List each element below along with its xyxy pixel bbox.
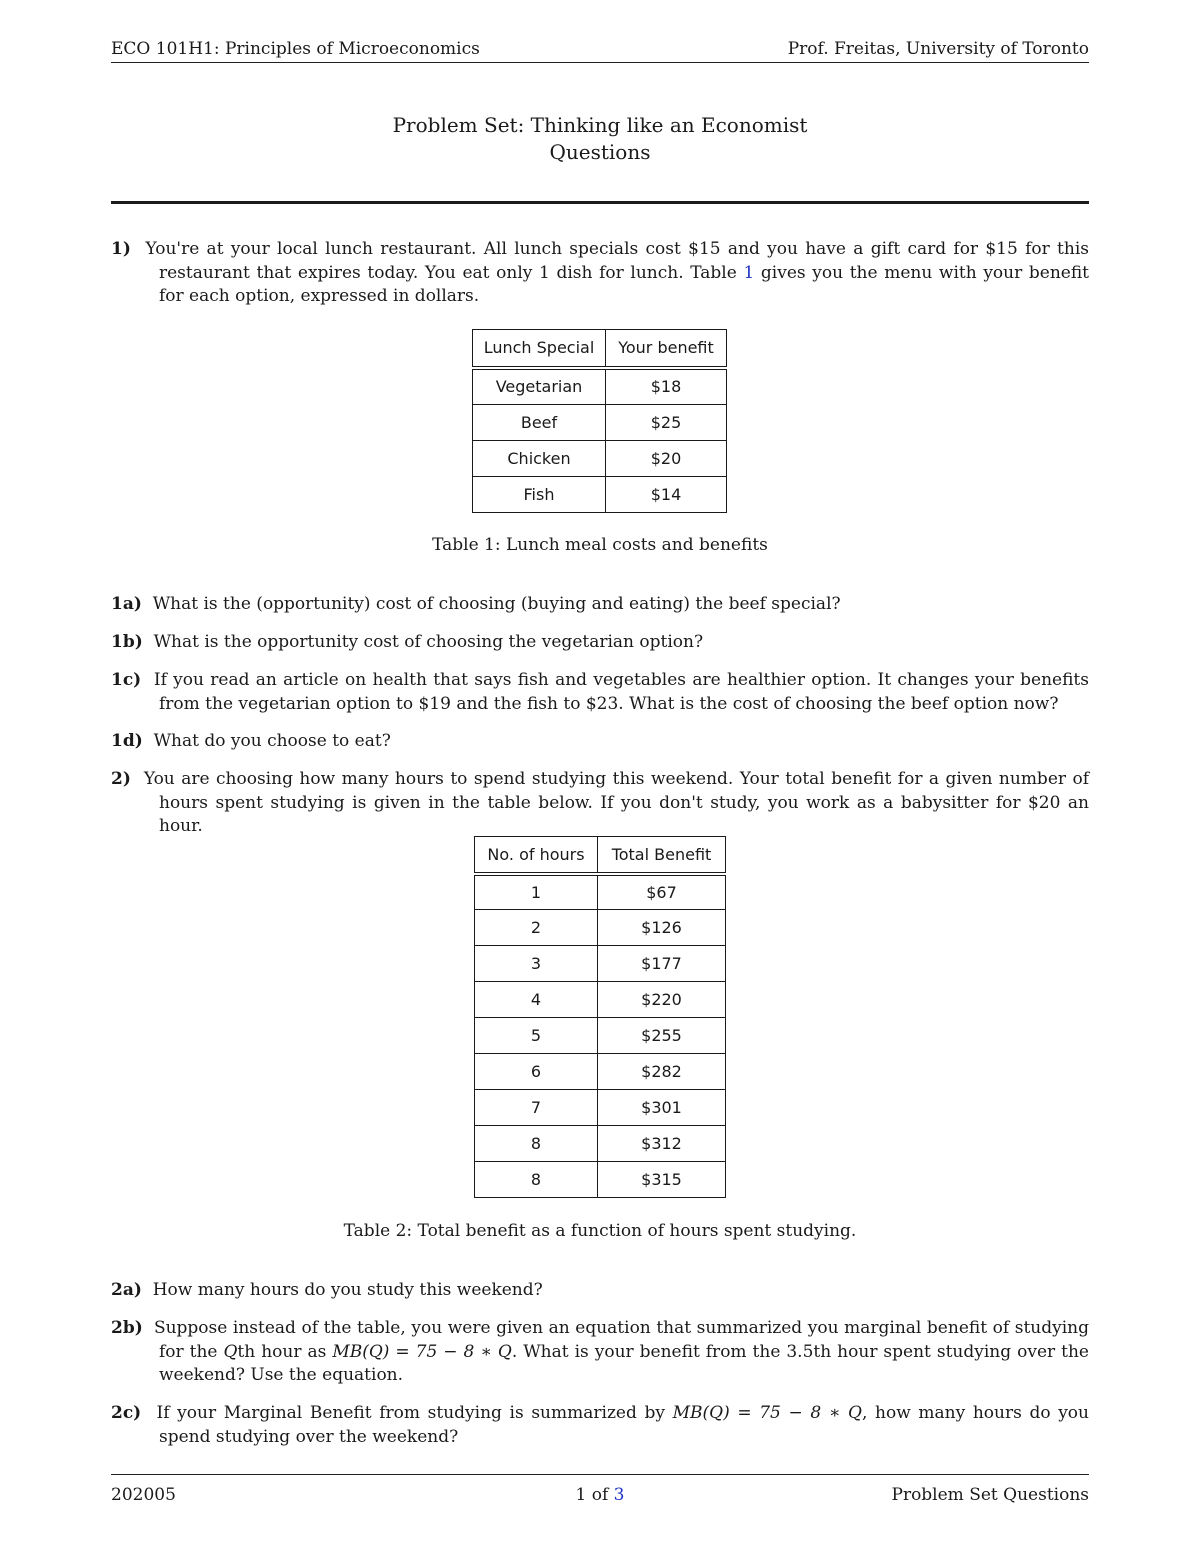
lunch-table: [472, 329, 727, 513]
table-reference-link[interactable]: 1: [743, 262, 755, 283]
question-1b: [111, 631, 1089, 655]
document-title: [111, 112, 1089, 166]
table-cell: 2: [475, 910, 598, 946]
footer-label: Problem Set Questions: [891, 1485, 1089, 1505]
table-cell: $18: [606, 368, 727, 405]
table-cell: $282: [598, 1054, 726, 1090]
question-text: What do you choose to eat?: [153, 731, 391, 751]
table-cell: $25: [606, 405, 727, 441]
question-number: 2b): [111, 1318, 143, 1338]
table-1-caption: [111, 534, 1089, 556]
question-number: 1c): [111, 670, 142, 690]
question-text: You are choosing how many hours to spend studying this weekend. Your total benefit for a given number of hours spent studying is given in the table below. If you don't study, you work as a babysitter for $20 an hour.: [143, 769, 1090, 836]
question-number: 1): [111, 239, 131, 259]
question-text: If you read an article on health that says fish and vegetables are healthier option. It changes your benefits from the vegetarian option to $19 and the fish to $23. What is the cost of choosing the beef option now?: [153, 670, 1089, 714]
running-footer: [111, 1484, 1089, 1506]
table-cell: 1: [475, 874, 598, 910]
question-text: What is the opportunity cost of choosing the vegetarian option?: [153, 632, 704, 652]
title-rule: [111, 201, 1089, 204]
table-2-caption: [111, 1220, 1089, 1242]
table-cell: 7: [475, 1090, 598, 1126]
page-total-link[interactable]: 3: [613, 1485, 625, 1505]
table-cell: $312: [598, 1126, 726, 1162]
question-number: 1a): [111, 594, 142, 614]
question-2: [111, 768, 1089, 839]
caption-label: Table 1:: [432, 535, 501, 555]
table-cell: 8: [475, 1126, 598, 1162]
table-header: Your benefit: [606, 330, 727, 368]
table-cell: $126: [598, 910, 726, 946]
study-hours-table: [474, 836, 726, 1198]
math-variable: Q: [223, 1341, 238, 1362]
document-code: 202005: [111, 1485, 176, 1505]
table-cell: 4: [475, 982, 598, 1018]
question-1c: [111, 669, 1089, 716]
question-text: Suppose instead of the table, you were given an equation that summarized you marginal benefit of studying for the: [153, 1318, 1089, 1362]
caption-text: Total benefit as a function of hours spent studying.: [417, 1221, 857, 1241]
page-current: 1: [575, 1485, 587, 1505]
question-text: How many hours do you study this weekend?: [152, 1280, 543, 1300]
table-cell: $220: [598, 982, 726, 1018]
caption-text: Lunch meal costs and benefits: [506, 535, 768, 555]
table-cell: 8: [475, 1162, 598, 1198]
table-cell: Chicken: [473, 441, 606, 477]
table-cell: Beef: [473, 405, 606, 441]
question-text: If your Marginal Benefit from studying is summarized by: [156, 1403, 673, 1423]
course-title: ECO 101H1: Principles of Microeconomics: [111, 39, 480, 59]
question-number: 2a): [111, 1280, 142, 1300]
question-text: gives you the menu with your benefit for each option, expressed in dollars.: [159, 262, 1090, 306]
caption-label: Table 2:: [343, 1221, 413, 1241]
table-header: Total Benefit: [598, 837, 726, 874]
table-cell: $67: [598, 874, 726, 910]
question-2b: [111, 1317, 1089, 1388]
page-of-label: of: [586, 1485, 614, 1505]
table-cell: $177: [598, 946, 726, 982]
question-number: 1d): [111, 731, 143, 751]
instructor: Prof. Freitas, University of Toronto: [787, 39, 1089, 59]
table-cell: 6: [475, 1054, 598, 1090]
question-text: th hour as: [237, 1341, 333, 1362]
running-header: [111, 38, 1089, 60]
table-header: No. of hours: [475, 837, 598, 874]
table-cell: 3: [475, 946, 598, 982]
footer-rule: [111, 1474, 1089, 1475]
equation: MB(Q) = 75 − 8 ∗ Q: [332, 1341, 512, 1362]
table-cell: $255: [598, 1018, 726, 1054]
table-cell: 5: [475, 1018, 598, 1054]
question-1: [111, 238, 1089, 309]
question-text: . What is your benefit from the 3.5th hour spent studying over the weekend? Use the equation.: [159, 1341, 1089, 1385]
table-cell: $20: [606, 441, 727, 477]
question-text: , how many hours do you spend studying over the weekend?: [159, 1403, 1089, 1447]
header-rule: [111, 62, 1089, 63]
question-2c: [111, 1402, 1089, 1449]
table-cell: Fish: [473, 477, 606, 513]
question-text: What is the (opportunity) cost of choosing (buying and eating) the beef special?: [152, 594, 841, 614]
question-1a: [111, 593, 1089, 617]
title-line-1: Problem Set: Thinking like an Economist: [392, 113, 808, 137]
equation: MB(Q) = 75 − 8 ∗ Q: [672, 1403, 862, 1423]
table-cell: $301: [598, 1090, 726, 1126]
question-text: You're at your local lunch restaurant. All lunch specials cost $15 and you have a gift card for $15 for this restaurant that expires today. You eat only 1 dish for lunch. Table: [145, 239, 1089, 283]
question-number: 2c): [111, 1403, 142, 1423]
question-number: 1b): [111, 632, 143, 652]
table-cell: $315: [598, 1162, 726, 1198]
title-line-2: Questions: [549, 140, 651, 164]
question-1d: [111, 730, 1089, 754]
question-number: 2): [111, 769, 131, 789]
question-2a: [111, 1279, 1089, 1303]
table-cell: $14: [606, 477, 727, 513]
table-header: Lunch Special: [473, 330, 606, 368]
table-cell: Vegetarian: [473, 368, 606, 405]
